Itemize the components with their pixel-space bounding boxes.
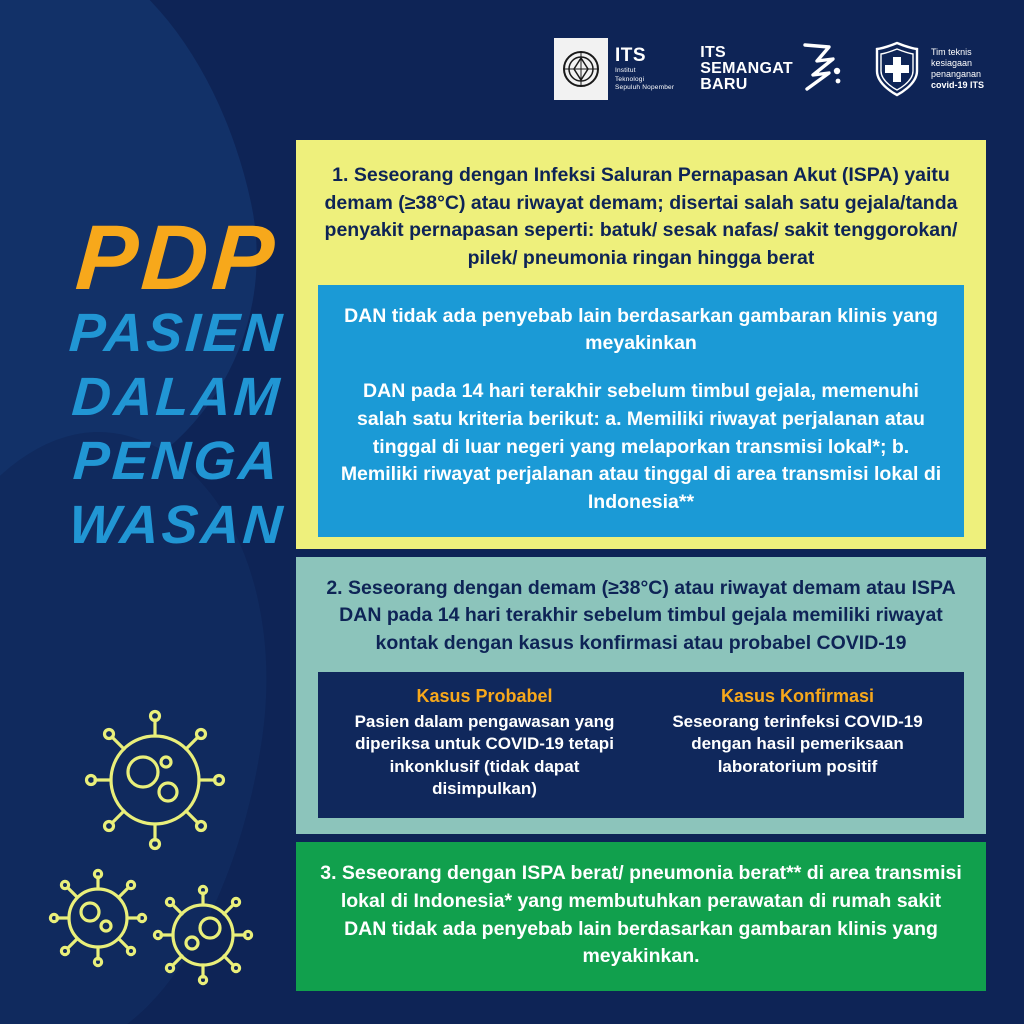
its-acronym: ITS — [614, 44, 647, 66]
semangat-bird-icon — [799, 41, 845, 98]
virus-illustration — [40, 700, 290, 1000]
poster-title — [52, 207, 302, 557]
case-konfirmasi-title: Kasus Konfirmasi — [720, 685, 875, 706]
tim-line2: kesiagaan — [930, 57, 973, 68]
title-acronym: PDP — [72, 207, 282, 309]
criteria-item-3 — [296, 842, 986, 991]
tim-line1: Tim teknis — [930, 46, 972, 57]
semangat-line2: SEMANGAT — [700, 60, 793, 78]
criteria-1-text: 1. Seseorang dengan Infeksi Saluran Pernapasan Akut (ISPA) yaitu demam (≥38°C) atau riwayat demam; disertai salah satu gejala/tanda penyakit pernapasan seperti: batuk/ sesak nafas/ sakit tenggorokan/ pilek/ pneumonia ringan hingga berat — [324, 164, 958, 270]
its-name-line1: Institut — [614, 66, 636, 74]
criteria-list — [296, 140, 986, 991]
its-semangat-baru-logo — [700, 41, 845, 98]
tim-teknis-logo — [871, 41, 984, 97]
criteria-1-paragraph-1: DAN tidak ada penyebab lain berdasarkan gambaran klinis yang meyakinkan — [344, 304, 938, 355]
case-konfirmasi — [641, 686, 954, 801]
title-line-4: WASAN — [66, 494, 288, 555]
tim-line4: covid-19 ITS — [930, 80, 984, 91]
its-emblem-icon — [554, 38, 608, 100]
title-line-2: DALAM — [69, 367, 285, 428]
logo-row — [554, 38, 984, 100]
criteria-2-text: 2. Seseorang dengan demam (≥38°C) atau riwayat demam atau ISPA DAN pada 14 hari terakhir sebelum timbul gejala memiliki riwayat kontak dengan kasus konfirmasi atau probabel COVID-19 — [326, 576, 956, 654]
case-probabel-title: Kasus Probabel — [416, 685, 553, 706]
case-probabel-body: Pasien dalam pengawasan yang diperiksa untuk COVID-19 tetapi inkonklusif (tidak dapat disimpulkan) — [354, 711, 615, 798]
its-name-line3: Sepuluh Nopember — [614, 84, 675, 92]
tim-line3: penanganan — [930, 69, 982, 79]
case-probabel — [328, 686, 641, 801]
case-definitions — [318, 672, 964, 819]
its-logo — [554, 38, 674, 100]
criteria-3-text: 3. Seseorang dengan ISPA berat/ pneumonia berat** di area transmisi lokal di Indonesia* yang membutuhkan perawatan di rumah sakit DAN tidak ada penyebab lain berdasarkan gambaran klinis yang meyakinkan. — [320, 862, 962, 968]
shield-cross-icon — [871, 41, 923, 97]
criteria-1-subsection — [318, 285, 964, 537]
title-line-3: PENGA — [71, 430, 283, 491]
case-konfirmasi-body: Seseorang terinfeksi COVID-19 dengan hasil pemeriksaan laboratorium positif — [672, 711, 923, 776]
criteria-item-2 — [296, 557, 986, 835]
semangat-line3: BARU — [700, 75, 748, 93]
its-name-line2: Teknologi — [614, 75, 645, 83]
semangat-line1: ITS — [700, 44, 726, 62]
criteria-item-1 — [296, 140, 986, 549]
criteria-1-paragraph-2: DAN pada 14 hari terakhir sebelum timbul gejala, memenuhi salah satu kriteria berikut: a. Memiliki riwayat perjalanan atau tinggal di luar negeri yang melaporkan transmisi lokal*; b. Memiliki riwayat perjalanan atau tinggal di area transmisi lokal di Indonesia** — [340, 380, 942, 513]
title-line-1: PASIEN — [67, 303, 287, 364]
